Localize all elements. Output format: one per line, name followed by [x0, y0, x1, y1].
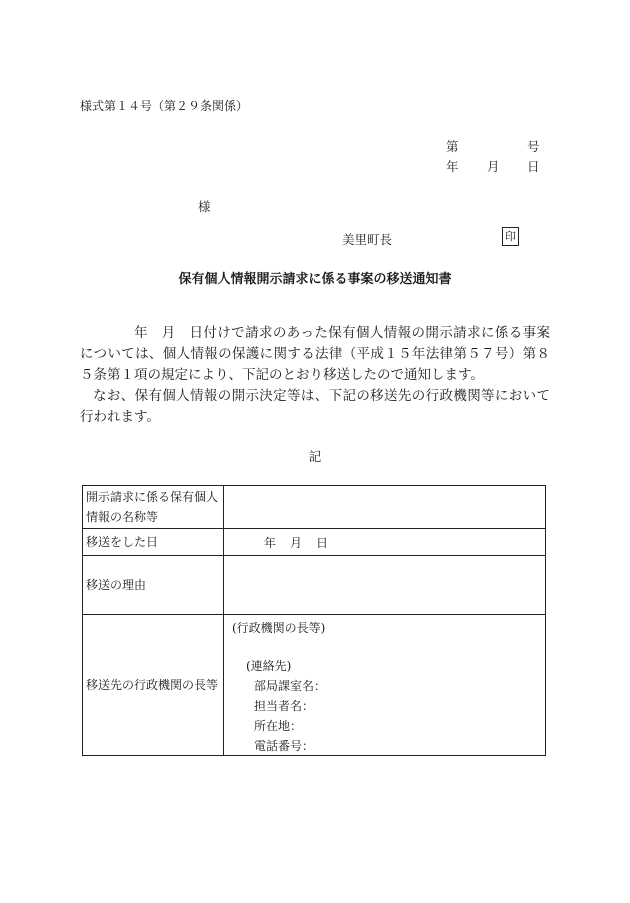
destination-head: (行政機関の長等): [232, 621, 326, 635]
contact-heading: (連絡先): [246, 659, 292, 673]
table-row: [83, 486, 546, 529]
seal-mark: 印: [502, 227, 519, 246]
form-number: 様式第１４号（第２９条関係）: [80, 99, 249, 113]
details-table: [82, 485, 546, 756]
row-value-transfer-reason: [224, 556, 546, 615]
table-row: [83, 556, 546, 615]
body-paragraph-1: 年 月 日付けで請求のあった保有個人情報の開示請求に係る事案については、個人情報の保護に関する法律（平成１５年法律第５７号）第８５条第１項の規定により、下記のとおり移送したので通知します。: [80, 325, 550, 383]
row-value-transfer-date: 年 月 日: [224, 529, 546, 556]
table-row: [83, 529, 546, 556]
row-value-info-name: [224, 486, 546, 529]
body-text: [80, 323, 550, 428]
document-number-prefix: 第: [446, 139, 459, 154]
document-number-suffix: 号: [527, 139, 540, 154]
contact-phone: 電話番号：: [254, 739, 315, 753]
date-month: 月: [487, 159, 500, 174]
row-label-transfer-date: 移送をした日: [83, 529, 224, 556]
destination-contact-block: [224, 615, 545, 755]
addressee-honorific: 様: [198, 199, 211, 214]
table-row: [83, 615, 546, 756]
date-day: 日: [527, 159, 540, 174]
contact-address: 所在地：: [254, 719, 303, 733]
body-paragraph-2: なお、保有個人情報の開示決定等は、下記の移送先の行政機関等において行われます。: [80, 388, 550, 425]
document-title: 保有個人情報開示請求に係る事案の移送通知書: [178, 272, 452, 287]
contact-person: 担当者名：: [254, 699, 315, 713]
sender-name: 美里町長: [342, 232, 393, 247]
row-label-info-name: 開示請求に係る保有個人情報の名称等: [83, 486, 224, 529]
row-label-destination: 移送先の行政機関の長等: [83, 615, 224, 756]
date-year: 年: [446, 159, 459, 174]
row-label-transfer-reason: 移送の理由: [83, 556, 224, 615]
ki-heading: 記: [308, 449, 322, 464]
row-value-destination: [224, 615, 546, 756]
contact-department: 部局課室名：: [254, 679, 327, 693]
